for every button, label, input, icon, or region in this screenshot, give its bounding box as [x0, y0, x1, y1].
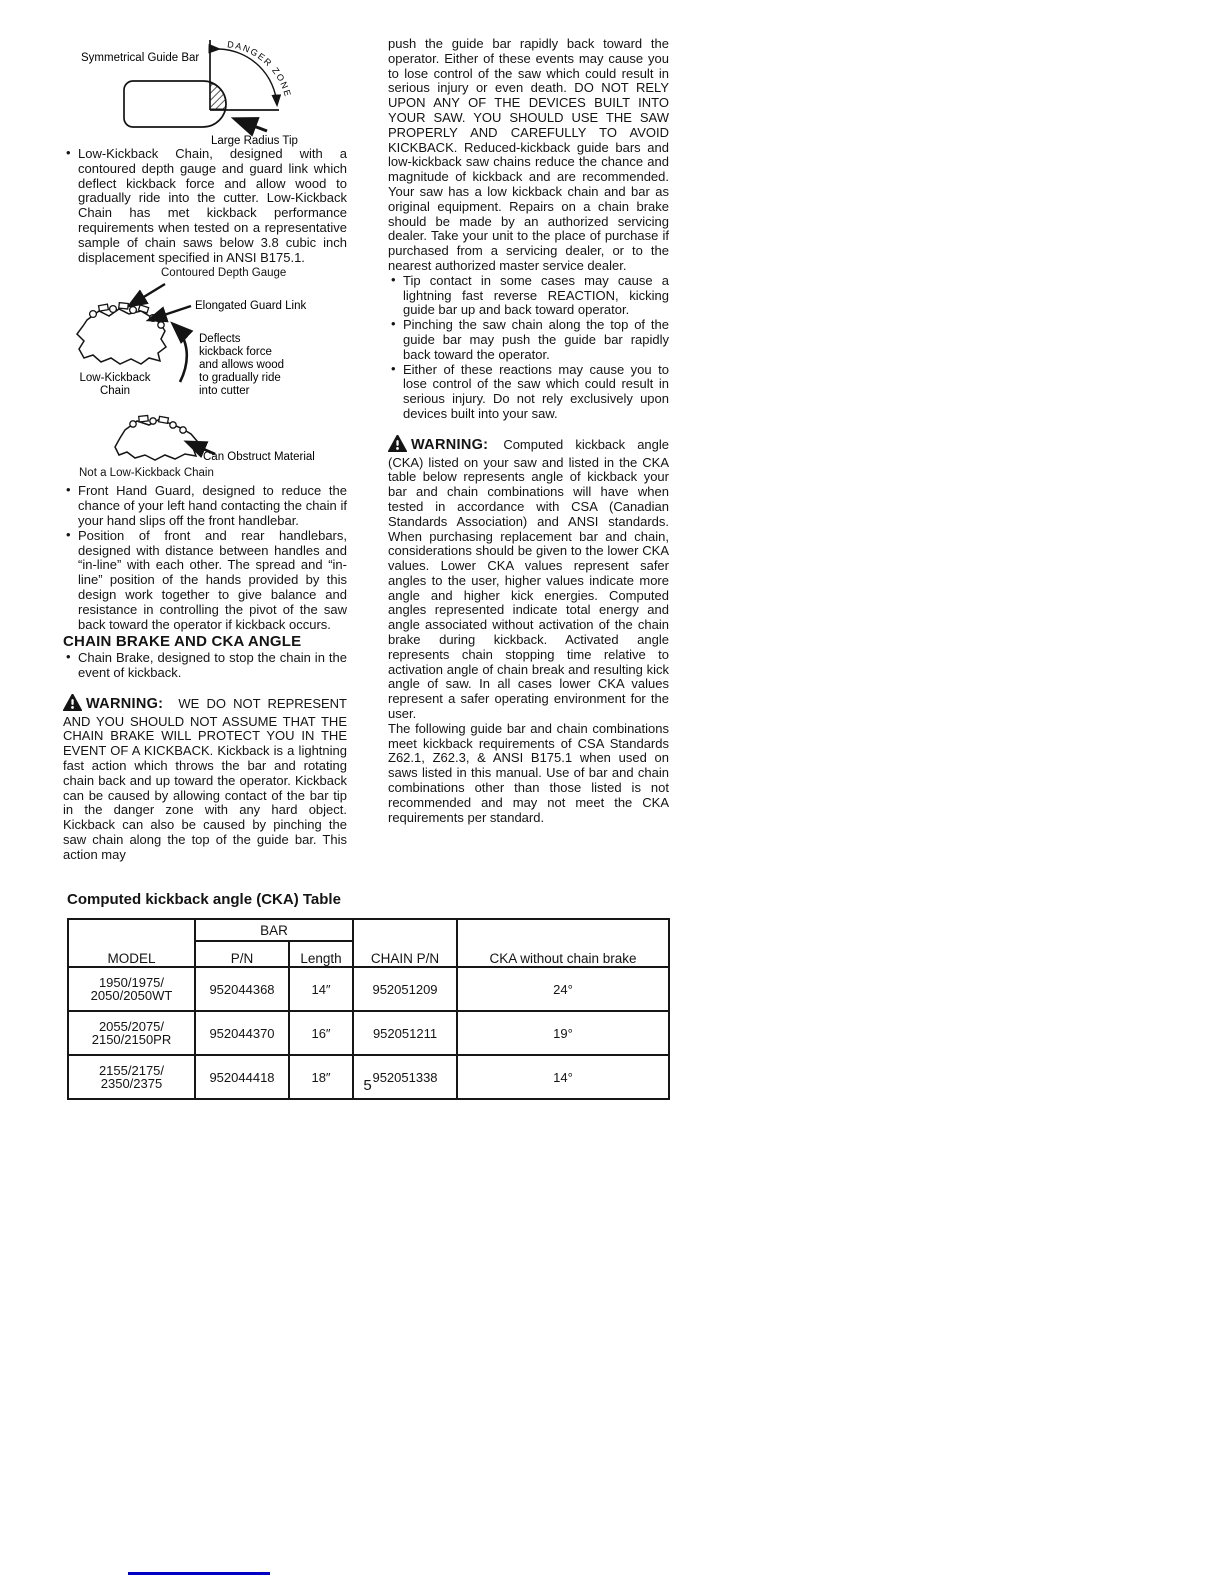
cell-length: 18″ [289, 1055, 353, 1099]
cell-cka: 19° [457, 1011, 669, 1055]
cell-bar-pn: 952044368 [195, 967, 289, 1011]
cell-bar-pn: 952044418 [195, 1055, 289, 1099]
cell-length: 14″ [289, 967, 353, 1011]
cell-length: 16″ [289, 1011, 353, 1055]
danger-zone-label: DANGER ZONE [226, 39, 294, 99]
svg-text:to gradually ride: to gradually ride [199, 372, 281, 385]
column-header-bar-pn: P/N [195, 941, 289, 967]
large-radius-tip-arrow [235, 119, 267, 131]
cell-chain-pn: 952051211 [353, 1011, 457, 1055]
svg-text:and allows wood: and allows wood [199, 359, 285, 372]
guard-link-label: Elongated Guard Link [195, 300, 307, 313]
column-header-chain-pn: CHAIN P/N [353, 919, 457, 967]
deflects-label [199, 333, 284, 397]
guard-link-arrow [149, 306, 191, 320]
svg-text:Low-Kickback: Low-Kickback [79, 372, 151, 385]
warning-block-2 [388, 435, 669, 722]
wood-chunk-shape [115, 419, 197, 460]
warning-triangle-icon [63, 694, 82, 715]
cell-chain-pn: 952051338 [353, 1055, 457, 1099]
deflect-curved-arrow [173, 324, 187, 382]
bullet-pinching: • Pinching the saw chain along the top of the guide bar may push the guide bar rapidly back toward the operator. [388, 318, 669, 362]
paragraph-kickback-top: push the guide bar rapidly back toward the operator. Either of these events may cause you to lose control of the saw which could result in serious injury or even death. DO NOT RELY UPON ANY OF THE DEVICES BUILT INTO YOUR SAW. YOU SHOULD USE THE SAW PROPERLY AND CAREFULLY TO AVOID KICKBACK. Reduced-kickback guide bars and low-kickback saw chains reduce the chance and magnitude of kickback and are recommended. Your saw has a low kickback chain and bar as original equipment. Repairs on a chain brake should be made by an authorized servicing dealer. Take your unit to the place of purchase if purchased from a servicing dealer, or to the nearest authorized master service dealer. [388, 36, 669, 273]
cell-model: 2155/2175/ 2350/2375 [68, 1055, 195, 1099]
column-header-cka: CKA without chain brake [457, 919, 669, 967]
right-column [388, 37, 669, 825]
column-header-bar-length: Length [289, 941, 353, 967]
svg-text:into cutter: into cutter [199, 385, 250, 398]
table-header-row-bar [68, 919, 669, 941]
warning-block-1 [63, 694, 347, 863]
svg-text:Deflects: Deflects [199, 333, 241, 346]
low-kickback-chain-caption [80, 372, 151, 397]
bullet-chain-brake: • Chain Brake, designed to stop the chain in the event of kickback. [63, 651, 347, 681]
cka-table-title: Computed kickback angle (CKA) Table [67, 891, 341, 908]
bullet-front-hand-guard: • Front Hand Guard, designed to reduce the chance of your left hand contacting the chain if your hand slips off the front handlebar. [63, 484, 347, 528]
cell-model: 2055/2075/ 2150/2150PR [68, 1011, 195, 1055]
cka-table [67, 918, 670, 1100]
large-radius-tip-label: Large Radius Tip [211, 135, 298, 147]
obstruct-label: Can Obstruct Material [203, 451, 315, 464]
warning-text: WE DO NOT REPRESENT AND YOU SHOULD NOT ASSUME THAT THE CHAIN BRAKE WILL PROTECT YOU IN THE EVENT OF A KICKBACK. Kickback is a lightning fast action which throws the bar and rotating chain back and up toward the operator. Kickback can be caused by allowing contact of the bar tip in the danger zone with any hard object. Kickback can also be caused by pinching the saw chain along the top of the guide bar. This action may [63, 695, 347, 862]
cell-bar-pn: 952044370 [195, 1011, 289, 1055]
footer-underline [128, 1572, 270, 1575]
paragraph-combinations: The following guide bar and chain combinations meet kickback requirements of CSA Standards Z62.1, Z62.3, & ANSI B175.1 when used on saws listed in this manual. Use of bar and chain combinations other than those listed is not recommended and may not meet the CKA requirements per standard. [388, 720, 669, 825]
column-header-bar: BAR [195, 919, 353, 941]
warning-text: Computed kickback angle (CKA) listed on your saw and listed in the CKA table below represents angle of kickback your bar and chain combinations will have when tested in accordance with CSA (Canadian Standards Association) and ANSI standards. When purchasing replacement bar and chain, considerations should be given to the lower CKA values. Lower CKA values represent safer angles to the user, higher values indicate more angle and higher kick energies. Computed angles represented indicate total energy and angle associated without activation of the chain brake during kickback. Activated angle represents chain stopping time relative to activation angle of chain break and resulting kick angle of saw. In all cases lower CKA values represent a safer operating environment for the user. [388, 436, 669, 722]
column-header-model: MODEL [68, 919, 195, 967]
symmetrical-guide-bar-diagram [63, 35, 347, 147]
cell-cka: 24° [457, 967, 669, 1011]
contoured-depth-gauge-label: Contoured Depth Gauge [161, 267, 287, 280]
page-number: 5 [363, 1077, 372, 1094]
bullet-handlebars: • Position of front and rear handlebars, designed with distance between handles and “in-line” with each other. The spread and “in-line” position of the hands provided by this design work together to give balance and resistance in controlling the pivot of the saw back toward the operator if kickback occurs. [63, 529, 347, 633]
warning-label: WARNING: [86, 695, 164, 712]
not-low-kickback-chain-diagram [63, 404, 347, 466]
left-column [63, 35, 347, 863]
bullet-low-kickback-chain: • Low-Kickback Chain, designed with a contoured depth gauge and guard link which deflect kickback force and allow wood to gradually ride into the cutter. Low-Kickback Chain has met kickback performance requirements when tested on a representative sample of chain saws below 3.8 cubic inch displacement specified in ANSI B175.1. [63, 147, 347, 265]
cell-chain-pn: 952051209 [353, 967, 457, 1011]
warning-label: WARNING: [411, 436, 489, 453]
svg-text:kickback force: kickback force [199, 346, 272, 359]
bullet-tip-contact: • Tip contact in some cases may cause a lightning fast reverse REACTION, kicking guide bar up and back toward operator. [388, 274, 669, 318]
low-kickback-chain-diagram [63, 280, 347, 404]
table-row [68, 1011, 669, 1055]
svg-text:Chain: Chain [99, 385, 131, 398]
bullet-either-reactions: • Either of these reactions may cause you to lose control of the saw which could result in serious injury. Do not rely exclusively upon devices built into your saw. [388, 363, 669, 422]
cka-table-section [67, 891, 669, 1100]
guide-bar-label: Symmetrical Guide Bar [81, 52, 200, 64]
not-low-kickback-caption: Not a Low-Kickback Chain [79, 467, 214, 480]
chain-brake-heading: CHAIN BRAKE AND CKA ANGLE [63, 633, 302, 651]
table-row [68, 967, 669, 1011]
cell-cka: 14° [457, 1055, 669, 1099]
warning-triangle-icon [388, 435, 407, 456]
cell-model: 1950/1975/ 2050/2050WT [68, 967, 195, 1011]
depth-gauge-arrow [129, 284, 165, 306]
danger-zone-hatch [210, 83, 226, 109]
